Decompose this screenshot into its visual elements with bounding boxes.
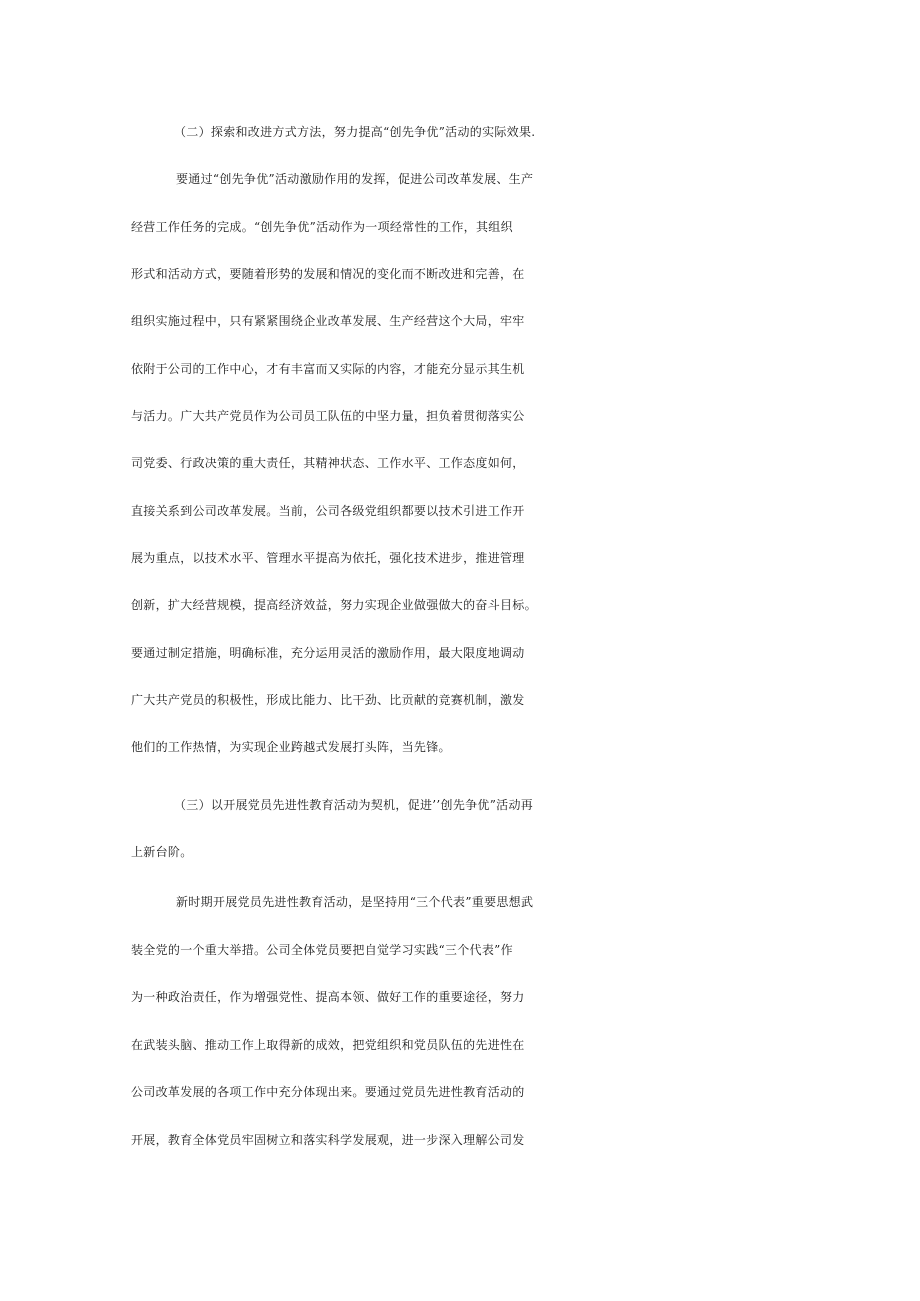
text-line: 开展，教育全体党员牢固树立和落实科学发展观，进一步深入理解公司发 — [131, 1133, 525, 1147]
text-line: 公司改革发展的各项工作中充分体现出来。要通过党员先进性教育活动的 — [131, 1085, 525, 1099]
text-line: 司党委、行政决策的重大责任，其精神状态、工作水平、工作态度如何， — [131, 456, 525, 470]
text-line: 直接关系到公司改革发展。当前，公司各级党组织都要以技术引进工作开 — [131, 504, 525, 518]
text-line: 与活力。广大共产党员作为公司员工队伍的中坚力量，担负着贯彻落实公 — [131, 409, 525, 423]
heading-line: （二）探索和改进方式方法，努力提高“创先争优”活动的实际效果. — [174, 125, 536, 139]
text-line: 要通过制定措施，明确标准，充分运用灵活的激励作用，最大限度地调动 — [131, 646, 525, 660]
text-line: 他们的工作热情，为实现企业跨越式发展打头阵，当先锋。 — [131, 740, 451, 754]
text-line: 依附于公司的工作中心，才有丰富而又实际的内容，才能充分显示其生机 — [131, 362, 525, 376]
text-line: 为一种政治责任，作为增强党性、提高本领、做好工作的重要途径，努力 — [131, 990, 525, 1004]
text-line: 经营工作任务的完成。“创先争优”活动作为一项经常性的工作，其组织 — [131, 220, 513, 234]
text-line: 在武装头脑、推动工作上取得新的成效，把党组织和党员队伍的先进性在 — [131, 1038, 525, 1052]
text-line: 装全党的一个重大举措。公司全体党员要把自觉学习实践“三个代表”作 — [131, 943, 513, 957]
text-line: 形式和活动方式，要随着形势的发展和情况的变化而不断改进和完善，在 — [131, 267, 525, 281]
text-line: 组织实施过程中，只有紧紧围绕企业改革发展、生产经营这个大局，牢牢 — [131, 314, 525, 328]
heading-line: （三）以开展党员先进性教育活动为契机，促进’’创先争优”活动再 — [174, 798, 534, 812]
text-line: 广大共产党员的积极性，形成比能力、比干劲、比贡献的竞赛机制，激发 — [131, 693, 525, 707]
text-line: 新时期开展党员先进性教育活动，是坚持用“三个代表”重要思想武 — [176, 895, 534, 909]
text-line: 展为重点，以技术水平、管理水平提高为依托，强化技术进步，推进管理 — [131, 551, 525, 565]
text-line: 创新，扩大经营规模，提高经济效益，努力实现企业做强做大的奋斗目标。 — [131, 598, 537, 612]
text-line: 要通过“创先争优”活动激励作用的发挥，促进公司改革发展、生产 — [176, 172, 534, 186]
heading-line: 上新台阶。 — [131, 845, 193, 859]
